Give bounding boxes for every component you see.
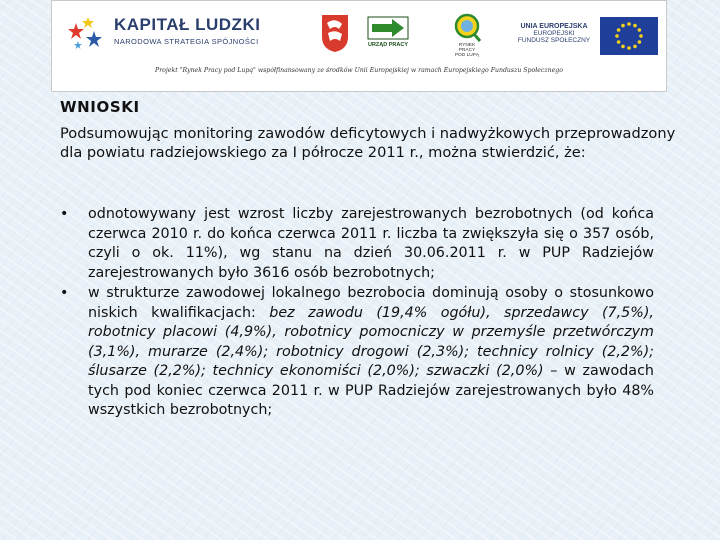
regional-crest-icon	[320, 13, 350, 53]
section-heading: WNIOSKI	[60, 98, 140, 116]
eu-logo	[510, 15, 660, 55]
eu-line-3: FUNDUSZ SPOŁECZNY	[517, 37, 591, 44]
bullet-text-end: – w zawodach tych pod koniec czerwca 2011 r. w PUP Radziejów zarejestrowanych było 48% wszystkich bezrobotnych;	[88, 363, 654, 418]
bullet-marker: •	[60, 206, 69, 222]
project-funding-note: Projekt "Rynek Pracy pod Lupą" współfinansowany ze środków Unii Europejskiej w ramach Europejskiego Funduszu Społecznego	[155, 67, 563, 74]
bullet-text: w strukturze zawodowej lokalnego bezrobocia dominują osoby o stosunkowo niskich kwalifikacjach:	[88, 285, 654, 321]
magnifier-icon	[447, 13, 487, 43]
rynek-pracy-label	[447, 43, 487, 58]
bullet-text-italic: bez zawodu (19,4% ogółu), sprzedawcy (7,5%), robotnicy placowi (4,9%), robotnicy pomocniczy w przemyśle przetwórczym (3,1%), murarze (2,4%); robotnicy drogowi (2,3%); technicy rolnicy (2,2%); ślusarze (2,2%); technicy ekonomiści (2,0%); szwaczki (2,0%)	[88, 304, 654, 379]
rynek-line-1: RYNEK	[458, 43, 476, 48]
rynek-line-3: POD LUPĄ	[454, 53, 480, 58]
bullet-text: odnotowywany jest wzrost liczby zarejestrowanych bezrobotnych (od końca czerwca 2010 r. do końca czerwca 2011 r. liczba ta zwiększyła się o 357 osób, czyli o ok. 11%), wg stanu na dzień 30.06.2011 r. w PUP Radziejów zarejestrowanych było 3616 osób bezrobotnych;	[88, 206, 654, 281]
urzad-pracy-label: URZĄD PRACY	[367, 42, 409, 48]
eu-line-2: EUROPEJSKI	[533, 30, 575, 37]
arrow-logo-icon	[366, 15, 410, 41]
list-item	[60, 205, 654, 283]
kapital-ludzki-logo	[64, 11, 299, 55]
rynek-line-2: PRACY	[458, 48, 476, 53]
bullet-marker: •	[60, 285, 69, 301]
kapital-ludzki-title: KAPITAŁ LUDZKI	[114, 15, 261, 34]
intro-paragraph: Podsumowując monitoring zawodów deficytowych i nadwyżkowych przeprowadzony dla powiatu radziejowskiego za I półrocze 2011 r., można stwierdzić, że:	[60, 125, 676, 161]
kapital-ludzki-subtitle: NARODOWA STRATEGIA SPÓJNOŚCI	[114, 37, 259, 46]
rynek-pracy-logo	[447, 13, 487, 57]
urzad-pracy-logo	[366, 15, 410, 55]
eu-line-1: UNIA EUROPEJSKA	[520, 23, 588, 30]
list-item	[60, 284, 654, 421]
logo-banner	[51, 0, 667, 92]
star-logo-icon	[64, 11, 108, 55]
conclusions-list	[60, 205, 654, 422]
eu-flag-icon	[600, 17, 658, 55]
